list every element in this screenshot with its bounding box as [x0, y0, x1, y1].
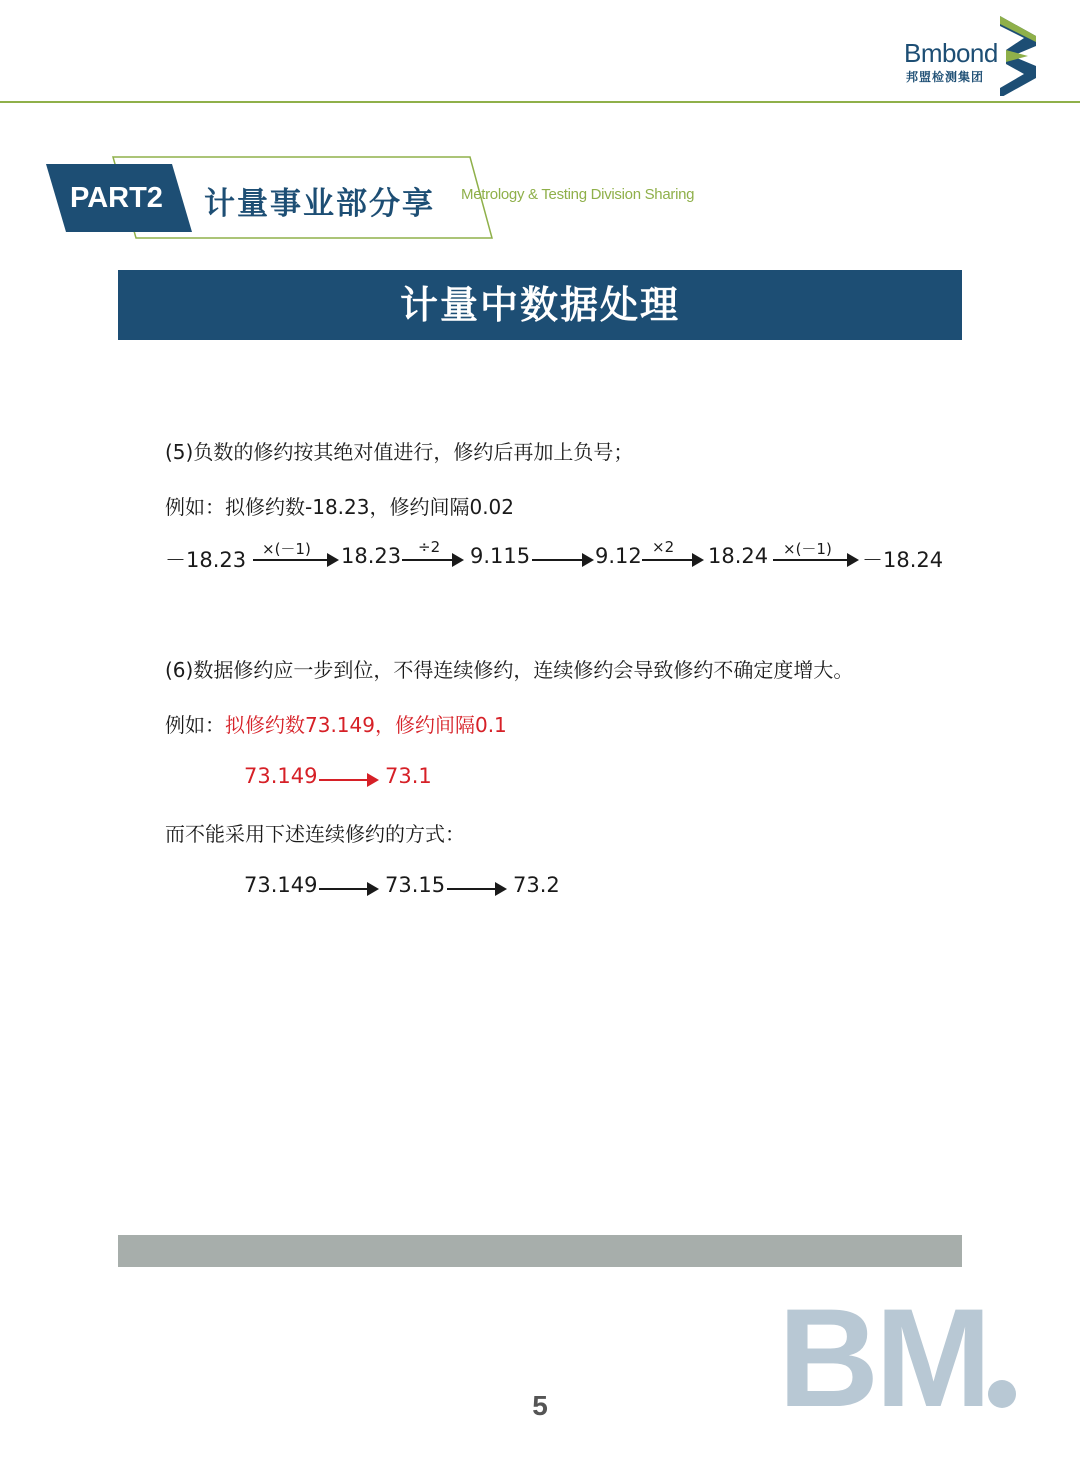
wrong-arrow-1 [319, 882, 379, 896]
part-label: PART2 [70, 182, 163, 214]
arrow-1 [253, 553, 339, 567]
chain-value-5: 18.24 [708, 544, 769, 568]
arrow-5 [773, 553, 859, 567]
brand-logo [880, 10, 1050, 100]
chain-value-3: 9.115 [470, 544, 531, 568]
chain-value-2: 18.23 [341, 544, 402, 568]
chain-op-5: ×(－1) [783, 540, 832, 558]
part-title: 计量事业部分享 [204, 186, 435, 222]
bm-watermark: BM [778, 1279, 988, 1436]
brand-name: Bmbond [904, 38, 998, 68]
bm-watermark-dot [988, 1380, 1016, 1408]
part-subtitle: Metrology & Testing Division Sharing [461, 186, 695, 203]
correct-from: 73.149 [244, 764, 318, 788]
footer-bar [118, 1235, 962, 1267]
correct-arrow [319, 773, 379, 787]
chain-op-4: ×2 [652, 538, 675, 556]
chain-op-2: ÷2 [418, 538, 441, 556]
correct-to: 73.1 [385, 764, 432, 788]
arrow-3 [532, 553, 594, 567]
rule-5-example: 例如：拟修约数-18.23，修约间隔0.02 [165, 495, 515, 519]
chain-value-1: －18.23 [165, 548, 247, 572]
rule-6-example [165, 709, 507, 738]
wrong-rounding [0, 869, 1080, 909]
wrong-intro: 而不能采用下述连续修约的方式： [165, 822, 465, 846]
example-highlight: 拟修约数73.149，修约间隔0.1 [225, 713, 507, 737]
section-title: 计量中数据处理 [399, 283, 680, 327]
wrong-arrow-2 [447, 882, 507, 896]
brand-name-cn: 邦盟检测集团 [906, 70, 985, 84]
chain-value-4: 9.12 [595, 544, 642, 568]
rule-5-chain [0, 530, 1080, 580]
chain-op-1: ×(－1) [262, 540, 311, 558]
wrong-value-c: 73.2 [513, 873, 560, 897]
arrow-2 [402, 553, 464, 567]
page-number: 5 [532, 1390, 548, 1421]
section-title-bar [118, 270, 962, 340]
example-prefix: 例如： [165, 713, 225, 737]
wrong-value-a: 73.149 [244, 873, 318, 897]
rule-5-text: (5)负数的修约按其绝对值进行，修约后再加上负号； [165, 440, 634, 464]
wrong-value-b: 73.15 [385, 873, 446, 897]
chain-value-6: －18.24 [862, 548, 944, 572]
brand-b-icon [998, 16, 1044, 96]
arrow-4 [642, 553, 704, 567]
rule-6-text: (6)数据修约应一步到位，不得连续修约，连续修约会导致修约不确定度增大。 [165, 658, 854, 682]
correct-rounding [0, 760, 1080, 800]
header-divider [0, 101, 1080, 103]
